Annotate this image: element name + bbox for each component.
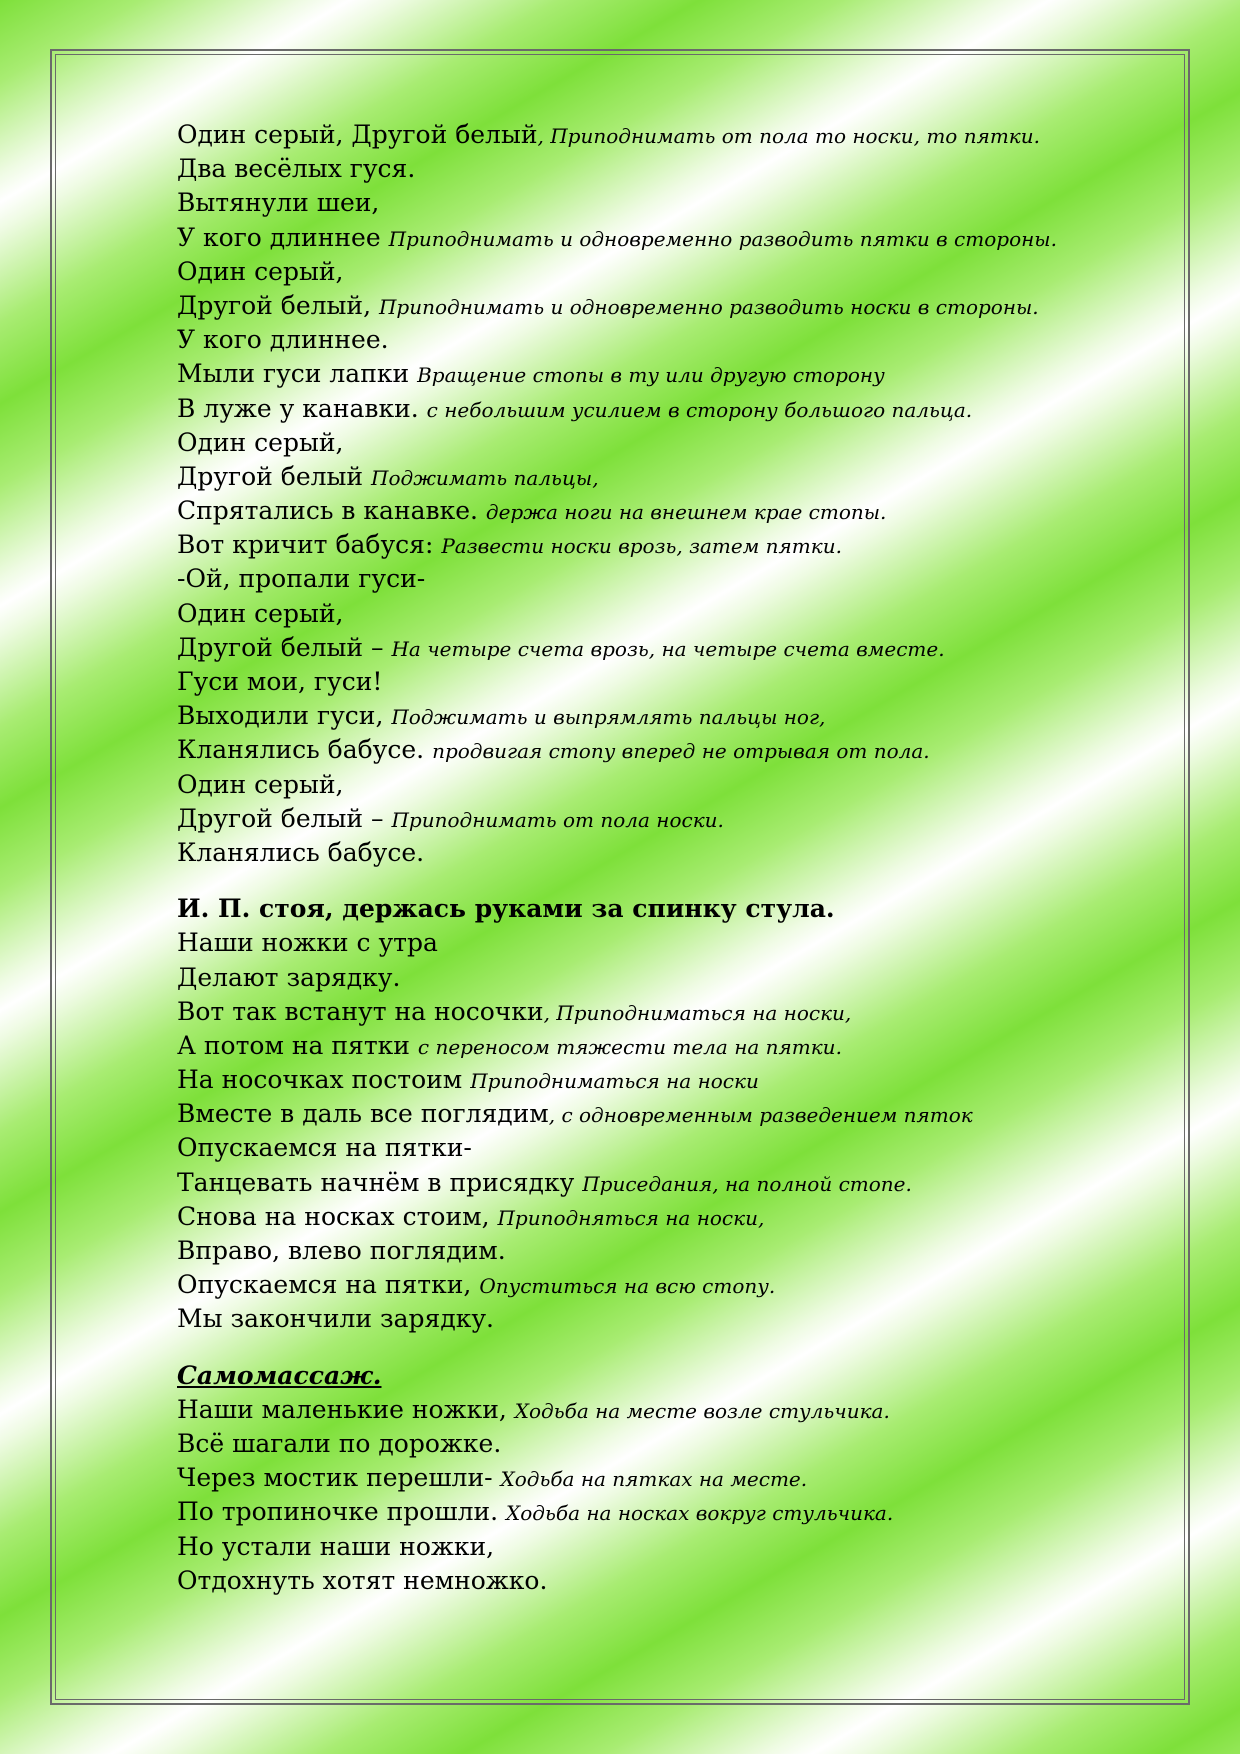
verse-line <box>177 995 1137 1029</box>
verse-text: У кого длиннее <box>177 222 389 252</box>
instruction-note: Вращение стопы в ту или другую сторону <box>417 363 885 388</box>
instruction-note: Приподнимать от пола носки. <box>391 807 724 832</box>
instruction-note: Поджимать и выпрямлять пальцы ног, <box>391 705 826 730</box>
verse-text: Вместе в даль все поглядим <box>177 1099 549 1129</box>
verse-line <box>177 597 1137 631</box>
verse-line <box>177 323 1137 357</box>
verse-line <box>177 152 1137 186</box>
section-gap <box>177 870 1137 892</box>
verse-line <box>177 1564 1137 1598</box>
verse-line <box>177 1495 1137 1529</box>
verse-line <box>177 392 1137 426</box>
verse-text: Но устали наши ножки, <box>177 1531 495 1561</box>
instruction-note: с переносом тяжести тела на пятки. <box>417 1034 842 1059</box>
verse-line <box>177 1166 1137 1200</box>
verse-line <box>177 665 1137 699</box>
verse-line <box>177 528 1137 562</box>
verse-text: Отдохнуть хотят немножко. <box>177 1565 548 1595</box>
verse-line <box>177 631 1137 665</box>
verse-text: По тропиночке прошли. <box>177 1497 507 1527</box>
self-massage-heading: Самомассаж. <box>177 1360 382 1390</box>
instruction-note: Ходьба на пятках на месте. <box>500 1467 808 1492</box>
verse-line <box>177 1427 1137 1461</box>
instruction-note: Приподнимать и одновременно разводить носки в стороны. <box>378 294 1039 319</box>
verse-line <box>177 1029 1137 1063</box>
exercise-self-massage <box>177 1393 1137 1598</box>
verse-line <box>177 1461 1137 1495</box>
verse-text: Другой белый – <box>177 632 392 662</box>
verse-text: Делают зарядку. <box>177 962 401 992</box>
verse-line <box>177 1393 1137 1427</box>
verse-text: Вправо, влево поглядим. <box>177 1236 506 1265</box>
verse-text: Кланялись бабусе. <box>177 837 425 867</box>
instruction-note: Развести носки врозь, затем пятки. <box>441 534 842 559</box>
verse-text: Снова на носках стоим, <box>177 1201 498 1231</box>
verse-text: Через мостик перешли- <box>177 1463 501 1493</box>
verse-text: А потом на пятки <box>177 1030 418 1060</box>
verse-text: Опускаемся на пятки, <box>177 1270 480 1300</box>
verse-text: Вытянули шеи, <box>177 188 380 218</box>
instruction-note: Поджимать пальцы, <box>371 465 599 490</box>
instruction-note: продвигая стопу вперед не отрывая от пола. <box>432 739 930 764</box>
verse-text: Наши маленькие ножки, <box>177 1394 515 1424</box>
verse-text: Один серый, <box>177 598 344 628</box>
instruction-note: На четыре счета врозь, на четыре счета вместе. <box>391 636 945 661</box>
verse-line <box>177 1302 1137 1336</box>
verse-text: Опускаемся на пятки- <box>177 1133 472 1163</box>
verse-line <box>177 1530 1137 1564</box>
verse-text: Выходили гуси, <box>177 701 392 731</box>
verse-text: Мыли гуси лапки <box>177 359 418 389</box>
verse-text: Кланялись бабусе. <box>177 735 433 765</box>
exercise-geese <box>177 118 1137 870</box>
verse-line <box>177 733 1137 767</box>
verse-line <box>177 699 1137 733</box>
verse-line <box>177 118 1137 152</box>
verse-text: Другой белый <box>177 461 372 491</box>
verse-line <box>177 1268 1137 1302</box>
verse-line <box>177 494 1137 528</box>
instruction-note: Ходьба на носках вокруг стульчика. <box>506 1501 894 1526</box>
verse-line <box>177 926 1137 960</box>
instruction-note: Ходьба на месте возле стульчика. <box>514 1398 890 1423</box>
verse-text: У кого длиннее. <box>177 325 389 355</box>
verse-text: Всё шагали по дорожке. <box>177 1428 502 1458</box>
verse-line <box>177 802 1137 836</box>
verse-line <box>177 255 1137 289</box>
verse-line <box>177 1131 1137 1165</box>
instruction-note: , Приподнимать от пола то носки, то пятки. <box>537 124 1040 148</box>
verse-text: Мы закончили зарядку. <box>177 1304 494 1334</box>
verse-text: Гуси мои, гуси! <box>177 667 383 696</box>
instruction-note: , Приподниматься на носки, <box>543 1000 852 1025</box>
verse-text: Спрятались в канавке. <box>177 496 486 526</box>
verse-text: -Ой, пропали гуси- <box>177 564 426 594</box>
verse-line <box>177 1234 1137 1268</box>
instruction-note: Приседания, на полной стопе. <box>582 1171 912 1196</box>
verse-line <box>177 357 1137 391</box>
instruction-note: Приподняться на носки, <box>497 1205 765 1230</box>
verse-text: Вот так встанут на носочки <box>177 996 544 1026</box>
instruction-note: Приподнимать и одновременно разводить пятки в стороны. <box>388 226 1057 251</box>
verse-text: Другой белый, <box>177 290 379 320</box>
instruction-note: Опуститься на всю стопу. <box>479 1274 776 1299</box>
verse-line <box>177 961 1137 995</box>
verse-line <box>177 1200 1137 1234</box>
verse-text: Вот кричит бабуся: <box>177 530 442 560</box>
verse-text: Наши ножки с утра <box>177 928 438 958</box>
verse-line <box>177 460 1137 494</box>
section-gap <box>177 1337 1137 1359</box>
instruction-note: Приподниматься на носки <box>470 1069 759 1094</box>
verse-line <box>177 289 1137 323</box>
verse-line <box>177 1063 1137 1097</box>
verse-text: Танцевать начнём в присядку <box>177 1167 583 1197</box>
verse-text: Два весёлых гуся. <box>177 154 416 184</box>
verse-text: Один серый, <box>177 769 344 799</box>
verse-text: Один серый, Другой белый <box>177 120 538 149</box>
document-content <box>177 118 1137 1598</box>
exercise-chair <box>177 926 1137 1336</box>
verse-text: На носочках постоим <box>177 1065 471 1095</box>
instruction-note: с небольшим усилием в сторону большого пальца. <box>426 397 973 422</box>
instruction-note: держа ноги на внешнем крае стопы. <box>485 500 887 525</box>
verse-text: В луже у канавки. <box>177 393 427 423</box>
verse-line <box>177 426 1137 460</box>
verse-line <box>177 768 1137 802</box>
verse-text: Один серый, <box>177 256 344 286</box>
verse-text: Один серый, <box>177 427 344 457</box>
verse-line <box>177 186 1137 220</box>
verse-line <box>177 1097 1137 1131</box>
verse-line <box>177 836 1137 870</box>
exercise-chair-heading: И. П. стоя, держась руками за спинку стула. <box>177 894 835 924</box>
instruction-note: , с одновременным разведением пяток <box>548 1103 973 1128</box>
verse-text: Другой белый – <box>177 803 392 833</box>
verse-line <box>177 562 1137 596</box>
verse-line <box>177 221 1137 255</box>
